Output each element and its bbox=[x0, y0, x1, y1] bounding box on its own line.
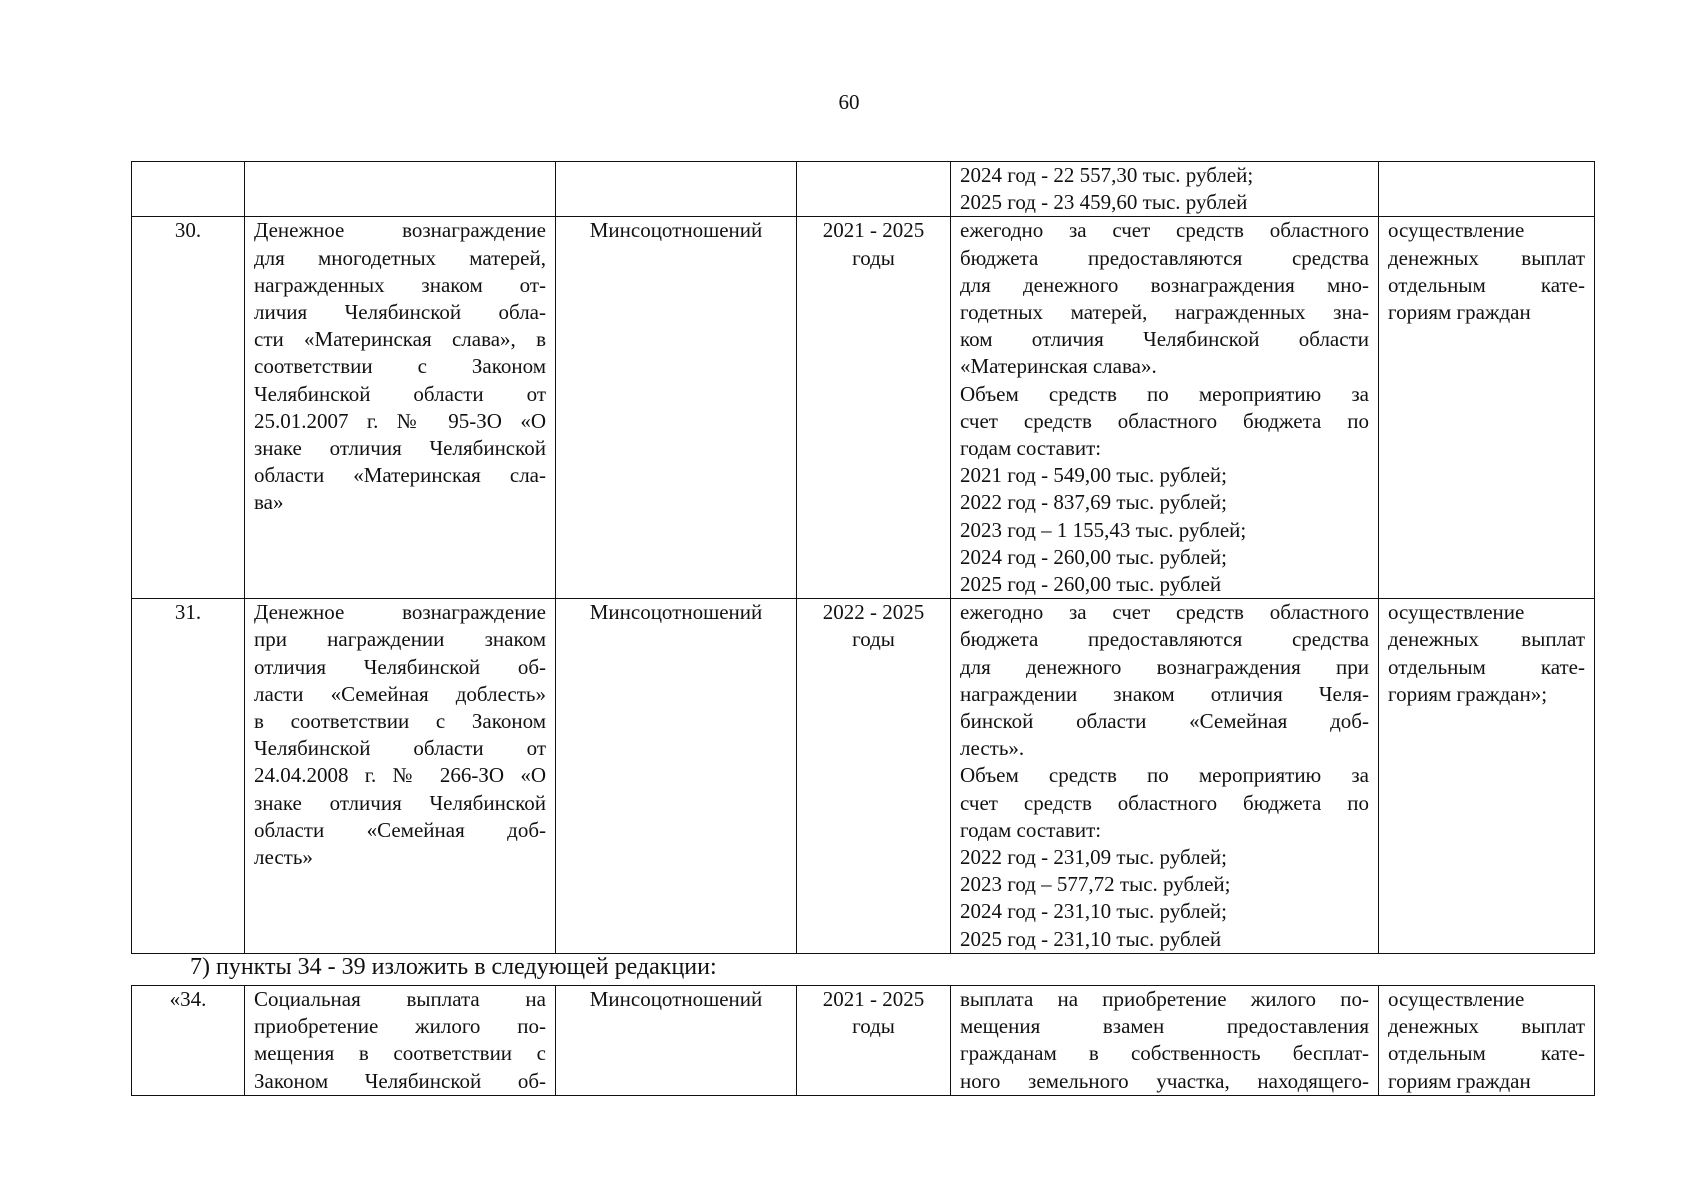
table-row-34 bbox=[132, 986, 1595, 1096]
funding-line: 2022 год - 837,69 тыс. рублей; bbox=[960, 490, 1228, 515]
page-number: 60 bbox=[838, 90, 860, 114]
funding-line: 2025 год - 260,00 тыс. рублей bbox=[960, 572, 1222, 597]
funding-line: ежегодно за счет средств областного bbox=[960, 218, 1369, 243]
executor-cell: Минсоцотношений bbox=[556, 986, 797, 1096]
funding-line: 2024 год - 22 557,30 тыс. рублей; bbox=[960, 163, 1254, 187]
name-line: 25.01.2007 г. № 95-ЗО «О bbox=[254, 408, 546, 433]
funding-line: «Материнская слава». bbox=[960, 354, 1157, 379]
executor-cell bbox=[556, 162, 797, 217]
funding-line: 2022 год - 231,09 тыс. рублей; bbox=[960, 845, 1228, 870]
funding-line: 2024 год - 231,10 тыс. рублей; bbox=[960, 899, 1228, 924]
measure-name-cell bbox=[245, 986, 556, 1096]
name-line: ласти «Семейная доблесть» bbox=[254, 681, 546, 706]
name-line: для многодетных матерей, bbox=[254, 245, 546, 270]
name-line: при награждении знаком bbox=[254, 627, 546, 652]
funding-line: ежегодно за счет средств областного bbox=[960, 600, 1369, 625]
funding-line: 2021 год - 549,00 тыс. рублей; bbox=[960, 463, 1228, 488]
number-cell bbox=[132, 162, 245, 217]
funding-line: для денежного вознаграждения мно- bbox=[960, 272, 1369, 297]
funding-cell bbox=[951, 986, 1379, 1096]
name-cell bbox=[245, 162, 556, 217]
period-unit: годы bbox=[852, 1014, 895, 1039]
funding-line: выплата на приобретение жилого по- bbox=[960, 987, 1369, 1011]
result-line: денежных выплат bbox=[1388, 1014, 1585, 1039]
name-line: Законом Челябинской об- bbox=[254, 1068, 546, 1093]
name-line: 24.04.2008 г. № 266-ЗО «О bbox=[254, 763, 546, 788]
name-line: соответствии с Законом bbox=[254, 354, 546, 379]
result-line: денежных выплат bbox=[1388, 245, 1585, 270]
name-line: награжденных знаком от- bbox=[254, 272, 546, 297]
funding-line: ного земельного участка, находящего- bbox=[960, 1068, 1369, 1093]
executor-cell: Минсоцотношений bbox=[556, 217, 797, 599]
funding-cell bbox=[951, 599, 1379, 954]
name-line: Денежное вознаграждение bbox=[254, 600, 546, 625]
funding-line: счет средств областного бюджета по bbox=[960, 790, 1369, 815]
result-line: отдельным кате- bbox=[1388, 654, 1585, 679]
table-row-30 bbox=[132, 217, 1595, 599]
funding-line: Объем средств по мероприятию за bbox=[960, 381, 1369, 406]
funding-line: 2023 год – 1 155,43 тыс. рублей; bbox=[960, 517, 1247, 542]
funding-line: 2024 год - 260,00 тыс. рублей; bbox=[960, 544, 1228, 569]
name-line: мещения в соответствии с bbox=[254, 1041, 546, 1066]
name-line: в соответствии с Законом bbox=[254, 709, 546, 734]
funding-line: бюджета предоставляются средства bbox=[960, 245, 1369, 270]
funding-line: ком отличия Челябинской области bbox=[960, 327, 1369, 352]
period-years: 2021 - 2025 bbox=[822, 218, 925, 243]
funding-line: счет средств областного бюджета по bbox=[960, 408, 1369, 433]
result-line: осуществление bbox=[1388, 218, 1525, 243]
funding-line: бинской области «Семейная доб- bbox=[960, 709, 1369, 734]
name-line: личия Челябинской обла- bbox=[254, 300, 546, 325]
name-line: Социальная выплата на bbox=[254, 987, 546, 1011]
measures-table-continued bbox=[131, 985, 1595, 1096]
name-line: ва» bbox=[254, 490, 284, 515]
period-cell bbox=[797, 599, 951, 954]
measure-name-cell bbox=[245, 217, 556, 599]
measure-name-cell bbox=[245, 599, 556, 954]
funding-line: 2025 год - 231,10 тыс. рублей bbox=[960, 926, 1222, 951]
table-row-31 bbox=[132, 599, 1595, 954]
period-cell bbox=[797, 162, 951, 217]
result-cell bbox=[1379, 599, 1595, 954]
name-line: отличия Челябинской об- bbox=[254, 654, 546, 679]
funding-cell bbox=[951, 162, 1379, 217]
name-line: Челябинской области от bbox=[254, 736, 546, 761]
funding-line: гражданам в собственность бесплат- bbox=[960, 1041, 1369, 1066]
funding-line: бюджета предоставляются средства bbox=[960, 627, 1369, 652]
funding-cell bbox=[951, 217, 1379, 599]
period-years: 2021 - 2025 bbox=[822, 987, 925, 1011]
funding-line: годам составит: bbox=[960, 436, 1102, 461]
result-line: отдельным кате- bbox=[1388, 1041, 1585, 1066]
result-cell bbox=[1379, 217, 1595, 599]
funding-line: годам составит: bbox=[960, 817, 1102, 842]
funding-line: мещения взамен предоставления bbox=[960, 1014, 1369, 1039]
funding-line: 2023 год – 577,72 тыс. рублей; bbox=[960, 872, 1231, 897]
result-line: гориям граждан bbox=[1388, 300, 1531, 325]
funding-line: лесть». bbox=[960, 736, 1025, 761]
result-line: осуществление bbox=[1388, 600, 1525, 625]
executor-cell: Минсоцотношений bbox=[556, 599, 797, 954]
period-cell bbox=[797, 217, 951, 599]
name-line: области «Материнская сла- bbox=[254, 463, 546, 488]
funding-line: 2025 год - 23 459,60 тыс. рублей bbox=[960, 190, 1248, 215]
name-line: лесть» bbox=[254, 845, 313, 870]
row-number: 30. bbox=[132, 217, 245, 599]
period-unit: годы bbox=[852, 627, 895, 652]
row-number: 31. bbox=[132, 599, 245, 954]
name-line: Денежное вознаграждение bbox=[254, 218, 546, 243]
funding-line: для денежного вознаграждения при bbox=[960, 654, 1369, 679]
result-cell bbox=[1379, 986, 1595, 1096]
period-cell bbox=[797, 986, 951, 1096]
result-line: осуществление bbox=[1388, 987, 1525, 1011]
name-line: области «Семейная доб- bbox=[254, 817, 546, 842]
name-line: Челябинской области от bbox=[254, 381, 546, 406]
name-line: сти «Материнская слава», в bbox=[254, 327, 546, 352]
funding-line: годетных матерей, награжденных зна- bbox=[960, 300, 1369, 325]
name-line: знаке отличия Челябинской bbox=[254, 436, 546, 461]
funding-line: Объем средств по мероприятию за bbox=[960, 763, 1369, 788]
result-line: отдельным кате- bbox=[1388, 272, 1585, 297]
measures-table bbox=[131, 161, 1595, 954]
continuation-row bbox=[132, 162, 1595, 217]
result-line: гориям граждан bbox=[1388, 1068, 1531, 1093]
period-unit: годы bbox=[852, 245, 895, 270]
result-cell bbox=[1379, 162, 1595, 217]
funding-line: награждении знаком отличия Челя- bbox=[960, 681, 1369, 706]
amendment-instruction: 7) пункты 34 - 39 изложить в следующей редакции: bbox=[190, 954, 717, 980]
name-line: приобретение жилого по- bbox=[254, 1014, 546, 1039]
name-line: знаке отличия Челябинской bbox=[254, 790, 546, 815]
result-line: гориям граждан»; bbox=[1388, 681, 1548, 706]
result-line: денежных выплат bbox=[1388, 627, 1585, 652]
row-number: «34. bbox=[132, 986, 245, 1096]
period-years: 2022 - 2025 bbox=[822, 600, 925, 625]
